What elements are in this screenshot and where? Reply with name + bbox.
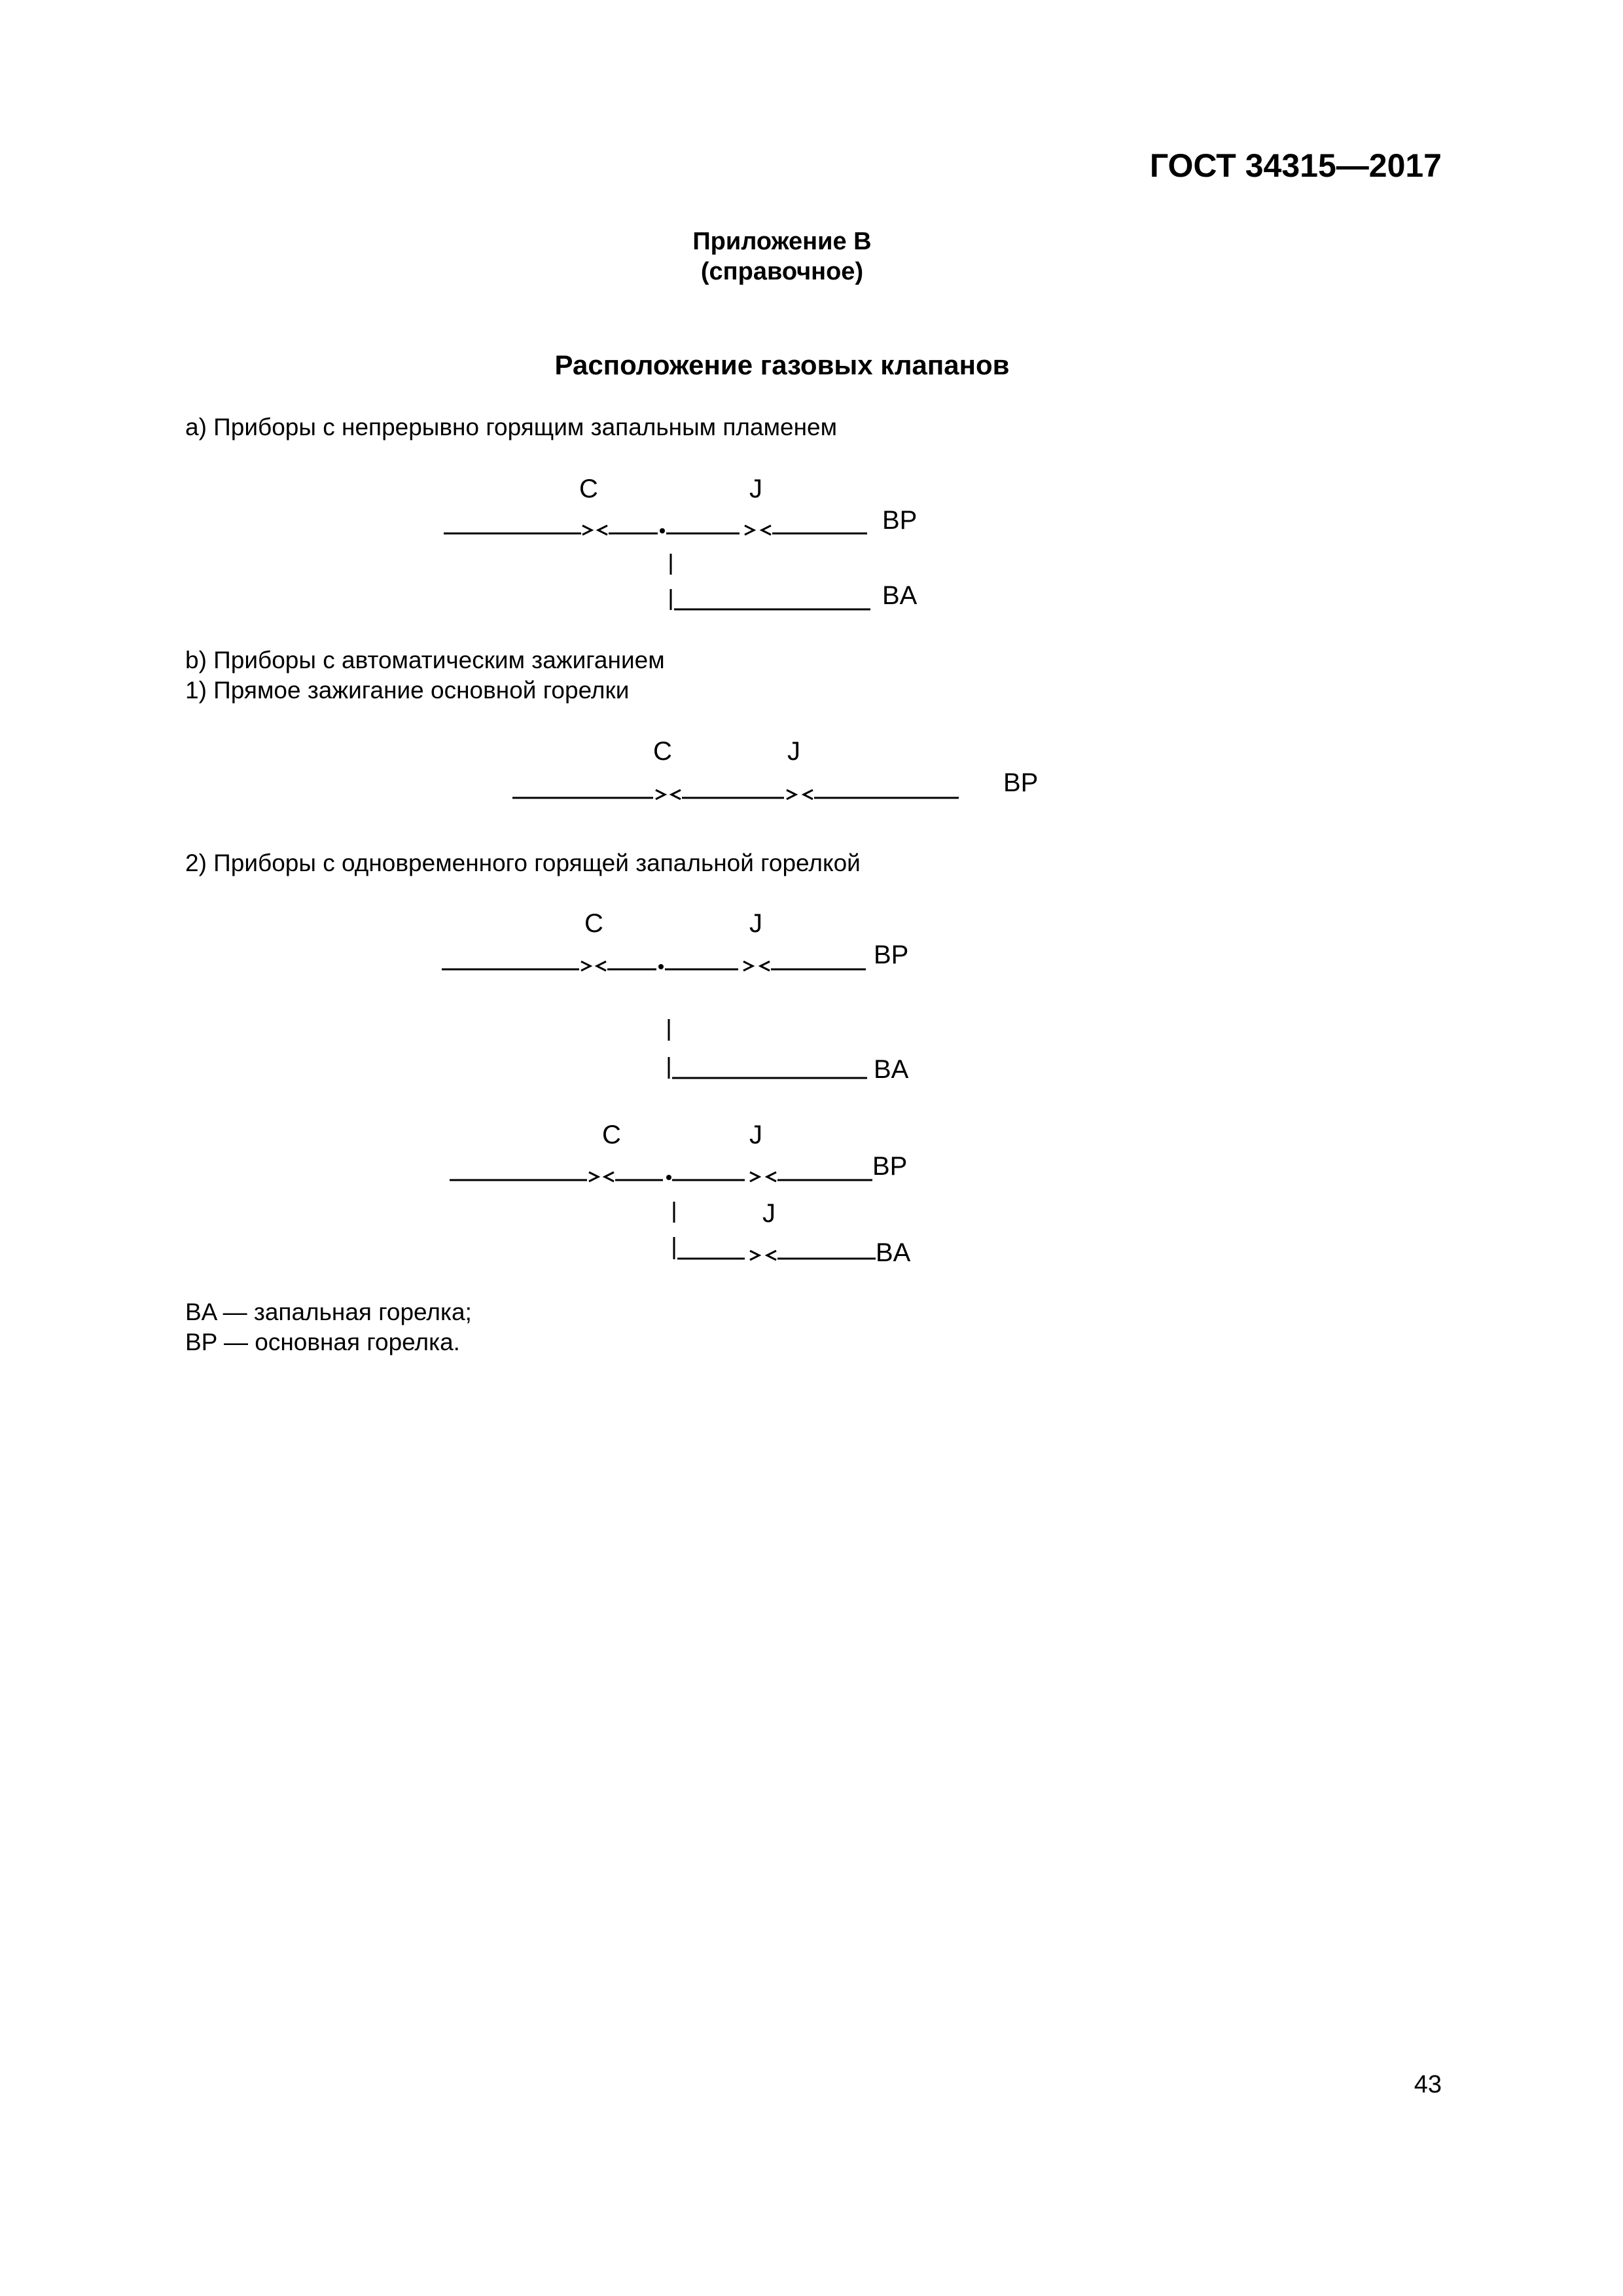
diagram-b2a-label-bp: BP bbox=[874, 941, 909, 969]
diagram-b2b-label-ba: BA bbox=[876, 1238, 911, 1267]
standard-designation: ГОСТ 34315—2017 bbox=[1149, 147, 1442, 184]
item-b1-text: 1) Прямое зажигание основной горелки bbox=[185, 677, 630, 704]
appendix-title: Приложение В bbox=[692, 228, 872, 255]
legend-bp: BP — основная горелка. bbox=[185, 1329, 460, 1355]
item-b2-text: 2) Приборы с одновременного горящей запальной горелкой bbox=[185, 850, 861, 876]
diagram-b2b-label-j: J bbox=[749, 1121, 762, 1149]
diagram-b2a-label-c: C bbox=[584, 909, 603, 938]
diagram-b2a bbox=[442, 961, 867, 1079]
diagram-b1-label-bp: BP bbox=[1003, 768, 1039, 797]
diagram-b2b-label-bp: BP bbox=[872, 1152, 908, 1181]
diagram-b2a-label-j: J bbox=[749, 909, 762, 938]
diagram-a-label-ba: BA bbox=[882, 581, 918, 610]
diagram-b1 bbox=[512, 790, 959, 799]
section-title: Расположение газовых клапанов bbox=[554, 350, 1010, 380]
diagram-b2b-label-c: C bbox=[602, 1121, 621, 1149]
diagram-a-label-j: J bbox=[749, 475, 762, 503]
appendix-subtitle: (справочное) bbox=[700, 258, 864, 285]
diagram-b1-label-c: C bbox=[653, 737, 672, 766]
item-a-text: а) Приборы с непрерывно горящим запальным пламенем bbox=[185, 414, 838, 440]
diagram-a-label-c: C bbox=[579, 475, 598, 503]
item-b-text: b) Приборы с автоматическим зажиганием bbox=[185, 647, 665, 673]
diagram-a-label-bp: BP bbox=[882, 506, 918, 535]
legend-ba: BA — запальная горелка; bbox=[185, 1299, 472, 1325]
diagram-b2b-label-j2: J bbox=[762, 1199, 776, 1228]
diagram-a bbox=[444, 526, 870, 610]
diagram-b2b bbox=[450, 1172, 876, 1260]
diagram-b2a-label-ba: BA bbox=[874, 1055, 909, 1084]
page-number: 43 bbox=[1414, 2071, 1442, 2098]
diagram-b1-label-j: J bbox=[787, 737, 800, 766]
